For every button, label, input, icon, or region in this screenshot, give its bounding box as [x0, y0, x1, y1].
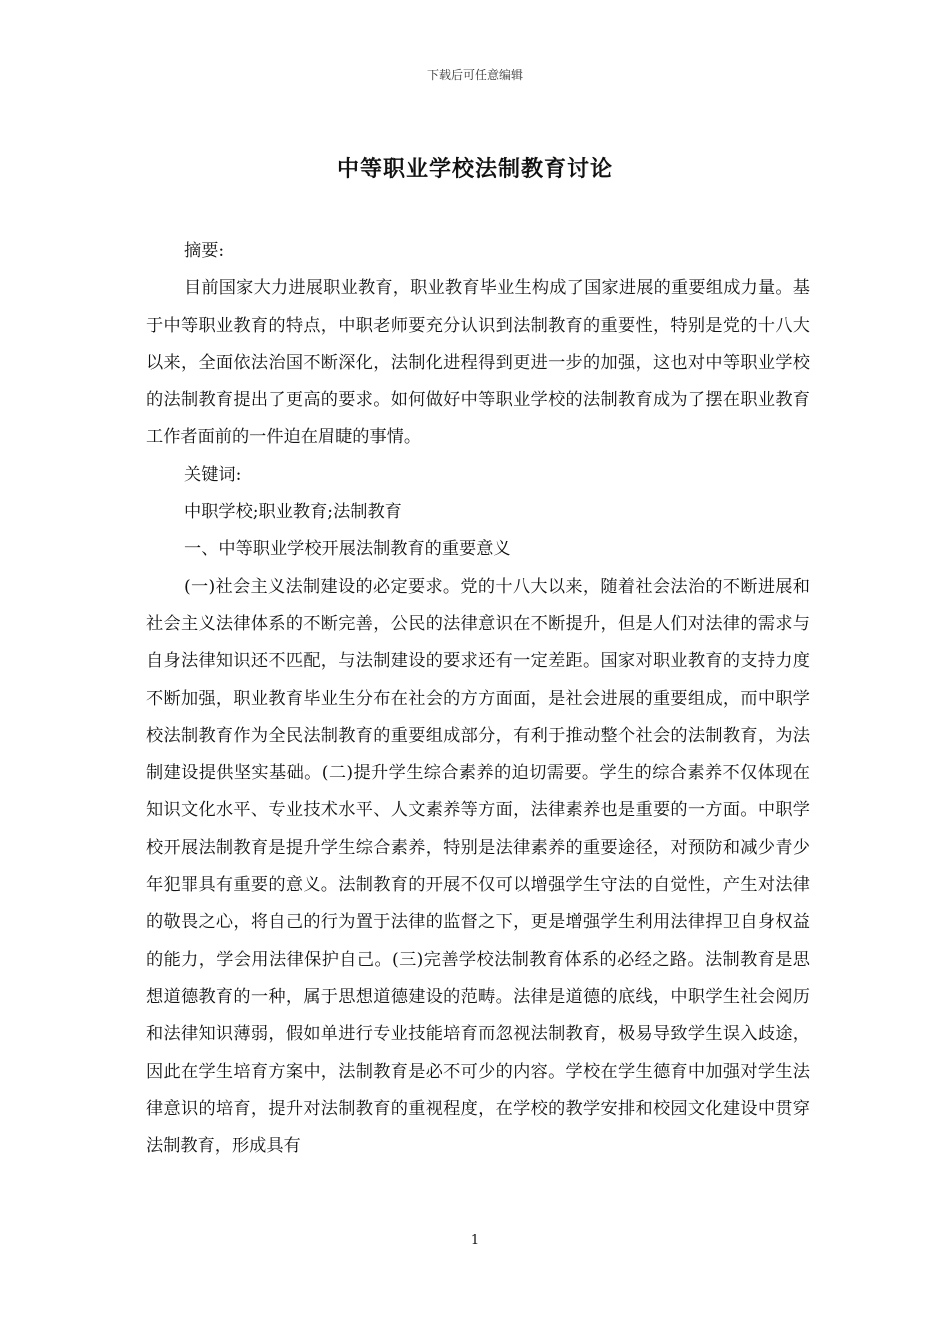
abstract-label: 摘要:	[184, 241, 225, 261]
document-body	[146, 233, 810, 1165]
section-heading: 一、中等职业学校开展法制教育的重要意义	[184, 539, 511, 560]
keywords-paragraph: 中职学校;职业教育;法制教育	[184, 502, 402, 523]
document-title: 中等职业学校法制教育讨论	[336, 156, 613, 182]
abstract-paragraph: 目前国家大力进展职业教育，职业教育毕业生构成了国家进展的重要组成力量。基于中等职业教育的特点，中职老师要充分认识到法制教育的重要性，特别是党的十八大以来，全面依法治国不断深化，法制化进程得到更进一步的加强，这也对中等职业学校的法制教育提出了更高的要求。如何做好中等职业学校的法制教育成为了摆在职业教育工作者面前的一件迫在眉睫的事情。	[146, 278, 810, 448]
keywords-label: 关键词:	[184, 464, 242, 485]
section-paragraph: (一)社会主义法制建设的必定要求。党的十八大以来，随着社会法治的不断进展和社会主义法律体系的不断完善，公民的法律意识在不断提升，但是人们对法律的需求与自身法律知识还不匹配，与法制建设的要求还有一定差距。国家对职业教育的支持力度不断加强，职业教育毕业生分布在社会的方方面面，是社会进展的重要组成，而中职学校法制教育作为全民法制教育的重要组成部分，有利于推动整个社会的法制教育，为法制建设提供坚实基础。(二)提升学生综合素养的迫切需要。学生的综合素养不仅体现在知识文化水平、专业技术水平、人文素养等方面，法律素养也是重要的一方面。中职学校开展法制教育是提升学生综合素养，特别是法律素养的重要途径，对预防和减少青少年犯罪具有重要的意义。法制教育的开展不仅可以增强学生守法的自觉性，产生对法律的敬畏之心，将自己的行为置于法律的监督之下，更是增强学生利用法律捍卫自身权益的能力，学会用法律保护自己。(三)完善学校法制教育体系的必经之路。法制教育是思想道德教育的一种，属于思想道德建设的范畴。法律是道德的底线，中职学生社会阅历和法律知识薄弱，假如单进行专业技能培育而忽视法制教育，极易导致学生误入歧途，因此在学生培育方案中，法制教育是必不可少的内容。学校在学生德育中加强对学生法律意识的培育，提升对法制教育的重视程度，在学校的教学安排和校园文化建设中贯穿法制教育，形成具有	[146, 576, 810, 1157]
page-number: 1	[470, 1233, 480, 1248]
header-note: 下载后可任意编辑	[426, 68, 523, 82]
